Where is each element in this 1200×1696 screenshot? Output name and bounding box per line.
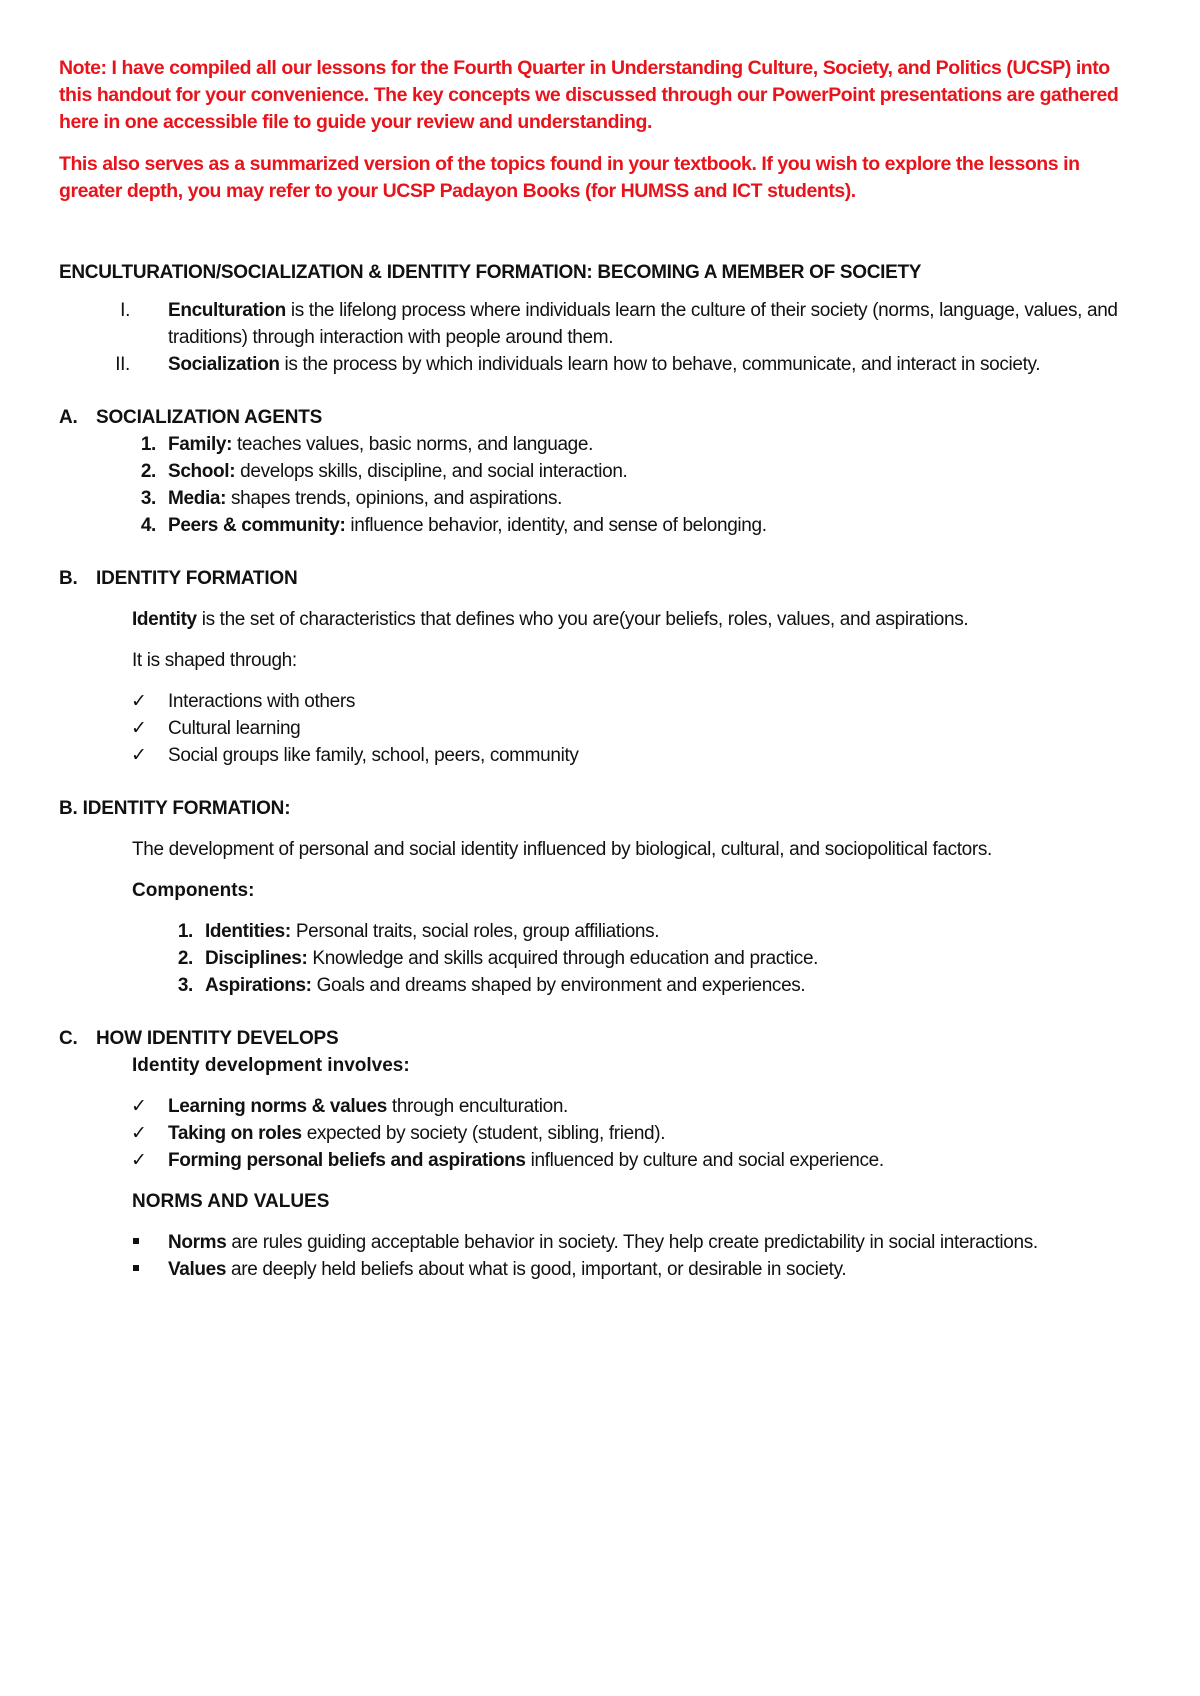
definitions-list [59, 297, 1139, 378]
square-bullet-icon [133, 1265, 139, 1271]
item-text: are rules guiding acceptable behavior in society. They help create predictability in social interactions. [226, 1232, 1038, 1253]
note-paragraph-1: Note: I have compiled all our lessons for the Fourth Quarter in Understanding Culture, Society, and Politics (UCSP) into this handout for your convenience. The key concepts we discussed through our PowerPoint presentations are gathered here in one accessible file to guide your review and understanding. [59, 57, 1119, 133]
section-title: IDENTITY FORMATION [96, 568, 298, 589]
list-marker: II. [115, 354, 130, 375]
list-item [59, 945, 1139, 972]
item-term: Peers & community: [168, 515, 346, 536]
checkmark-icon: ✓ [131, 718, 147, 739]
item-term: Disciplines: [205, 948, 308, 969]
item-text: teaches values, basic norms, and language. [232, 434, 594, 455]
definition-text: is the process by which individuals learn how to behave, communicate, and interact in society. [279, 354, 1041, 375]
list-item [59, 485, 1139, 512]
list-item [59, 512, 1139, 539]
section-title: SOCIALIZATION AGENTS [96, 407, 323, 428]
item-text: expected by society (student, sibling, friend). [301, 1123, 666, 1144]
item-term: Values [168, 1259, 227, 1280]
section-b2-heading [59, 795, 1139, 822]
identity-development-label-text: Identity development involves: [132, 1055, 410, 1076]
definition-text: is the lifelong process where individuals learn the culture of their society (norms, language, values, and traditions) through interaction with people around them. [168, 300, 1118, 348]
components-label-text: Components: [132, 880, 255, 901]
list-item [59, 1147, 1139, 1174]
list-item [59, 458, 1139, 485]
list-item [59, 688, 1139, 715]
shaped-through-list [59, 688, 1139, 769]
socialization-agents-list [59, 431, 1139, 539]
item-text: through enculturation. [386, 1096, 568, 1117]
section-title: B. IDENTITY FORMATION: [59, 798, 291, 819]
item-text: are deeply held beliefs about what is good, important, or desirable in society. [226, 1259, 847, 1280]
components-label [59, 877, 1139, 904]
identity-definition [59, 606, 1139, 633]
checkmark-icon: ✓ [131, 745, 147, 766]
list-item [59, 1256, 1139, 1283]
definition-text: is the set of characteristics that defines who you are(your beliefs, roles, values, and aspirations. [196, 609, 969, 630]
section-title: HOW IDENTITY DEVELOPS [96, 1028, 339, 1049]
list-marker: 2. [177, 948, 193, 969]
item-term: Learning norms & values [168, 1096, 387, 1117]
section-c-heading [59, 1025, 1139, 1052]
item-text: influenced by culture and social experience. [525, 1150, 884, 1171]
list-marker: 2. [140, 461, 156, 482]
item-term: Taking on roles [168, 1123, 302, 1144]
section-letter: C. [59, 1028, 78, 1049]
checkmark-icon: ✓ [131, 1150, 147, 1171]
identity-development-label [59, 1052, 1139, 1079]
list-marker: 1. [177, 921, 193, 942]
item-term: Identities: [205, 921, 291, 942]
list-item [59, 297, 1139, 351]
definition-term: Socialization [168, 354, 280, 375]
item-text: Social groups like family, school, peers, community [168, 745, 579, 766]
definition-term: Enculturation [168, 300, 286, 321]
item-term: Aspirations: [205, 975, 312, 996]
list-item [59, 742, 1139, 769]
list-item [59, 972, 1139, 999]
instructor-note [59, 55, 1139, 205]
list-item [59, 1093, 1139, 1120]
list-item [59, 715, 1139, 742]
section-a-heading [59, 404, 1139, 431]
square-bullet-icon [133, 1238, 139, 1244]
components-list [59, 918, 1139, 999]
list-marker: I. [120, 300, 130, 321]
definition-term: Identity [132, 609, 197, 630]
note-paragraph-2: This also serves as a summarized version of the topics found in your textbook. If you wish to explore the lessons in greater depth, you may refer to your UCSP Padayon Books (for HUMSS and ICT students). [59, 153, 1080, 202]
item-text: Goals and dreams shaped by environment and experiences. [311, 975, 806, 996]
list-marker: 1. [140, 434, 156, 455]
main-heading: ENCULTURATION/SOCIALIZATION & IDENTITY FORMATION: BECOMING A MEMBER OF SOCIETY [59, 262, 922, 283]
item-text: Cultural learning [168, 718, 301, 739]
norms-values-heading [59, 1188, 1139, 1215]
item-text: influence behavior, identity, and sense of belonging. [345, 515, 767, 536]
item-term: Media: [168, 488, 227, 509]
section-b-heading [59, 565, 1139, 592]
item-term: Family: [168, 434, 233, 455]
checkmark-icon: ✓ [131, 1123, 147, 1144]
list-item [59, 918, 1139, 945]
section-letter: A. [59, 407, 78, 428]
item-text: Interactions with others [168, 691, 355, 712]
item-term: School: [168, 461, 236, 482]
shaped-through-label: It is shaped through: [132, 650, 297, 671]
document-page [59, 55, 1139, 1283]
identity-development-list [59, 1093, 1139, 1174]
norms-values-list [59, 1229, 1139, 1283]
norms-values-heading-text: NORMS AND VALUES [132, 1191, 330, 1212]
checkmark-icon: ✓ [131, 691, 147, 712]
list-marker: 3. [177, 975, 193, 996]
list-marker: 3. [140, 488, 156, 509]
item-text: develops skills, discipline, and social interaction. [235, 461, 628, 482]
item-text: shapes trends, opinions, and aspirations. [226, 488, 563, 509]
item-text: Knowledge and skills acquired through education and practice. [307, 948, 819, 969]
list-item [59, 351, 1139, 378]
checkmark-icon: ✓ [131, 1096, 147, 1117]
section-letter: B. [59, 568, 78, 589]
list-item [59, 1120, 1139, 1147]
item-term: Forming personal beliefs and aspirations [168, 1150, 526, 1171]
list-marker: 4. [140, 515, 156, 536]
item-term: Norms [168, 1232, 227, 1253]
list-item [59, 1229, 1139, 1256]
item-text: Personal traits, social roles, group affiliations. [290, 921, 660, 942]
identity-formation-description: The development of personal and social identity influenced by biological, cultural, and sociopolitical factors. [132, 839, 992, 860]
list-item [59, 431, 1139, 458]
